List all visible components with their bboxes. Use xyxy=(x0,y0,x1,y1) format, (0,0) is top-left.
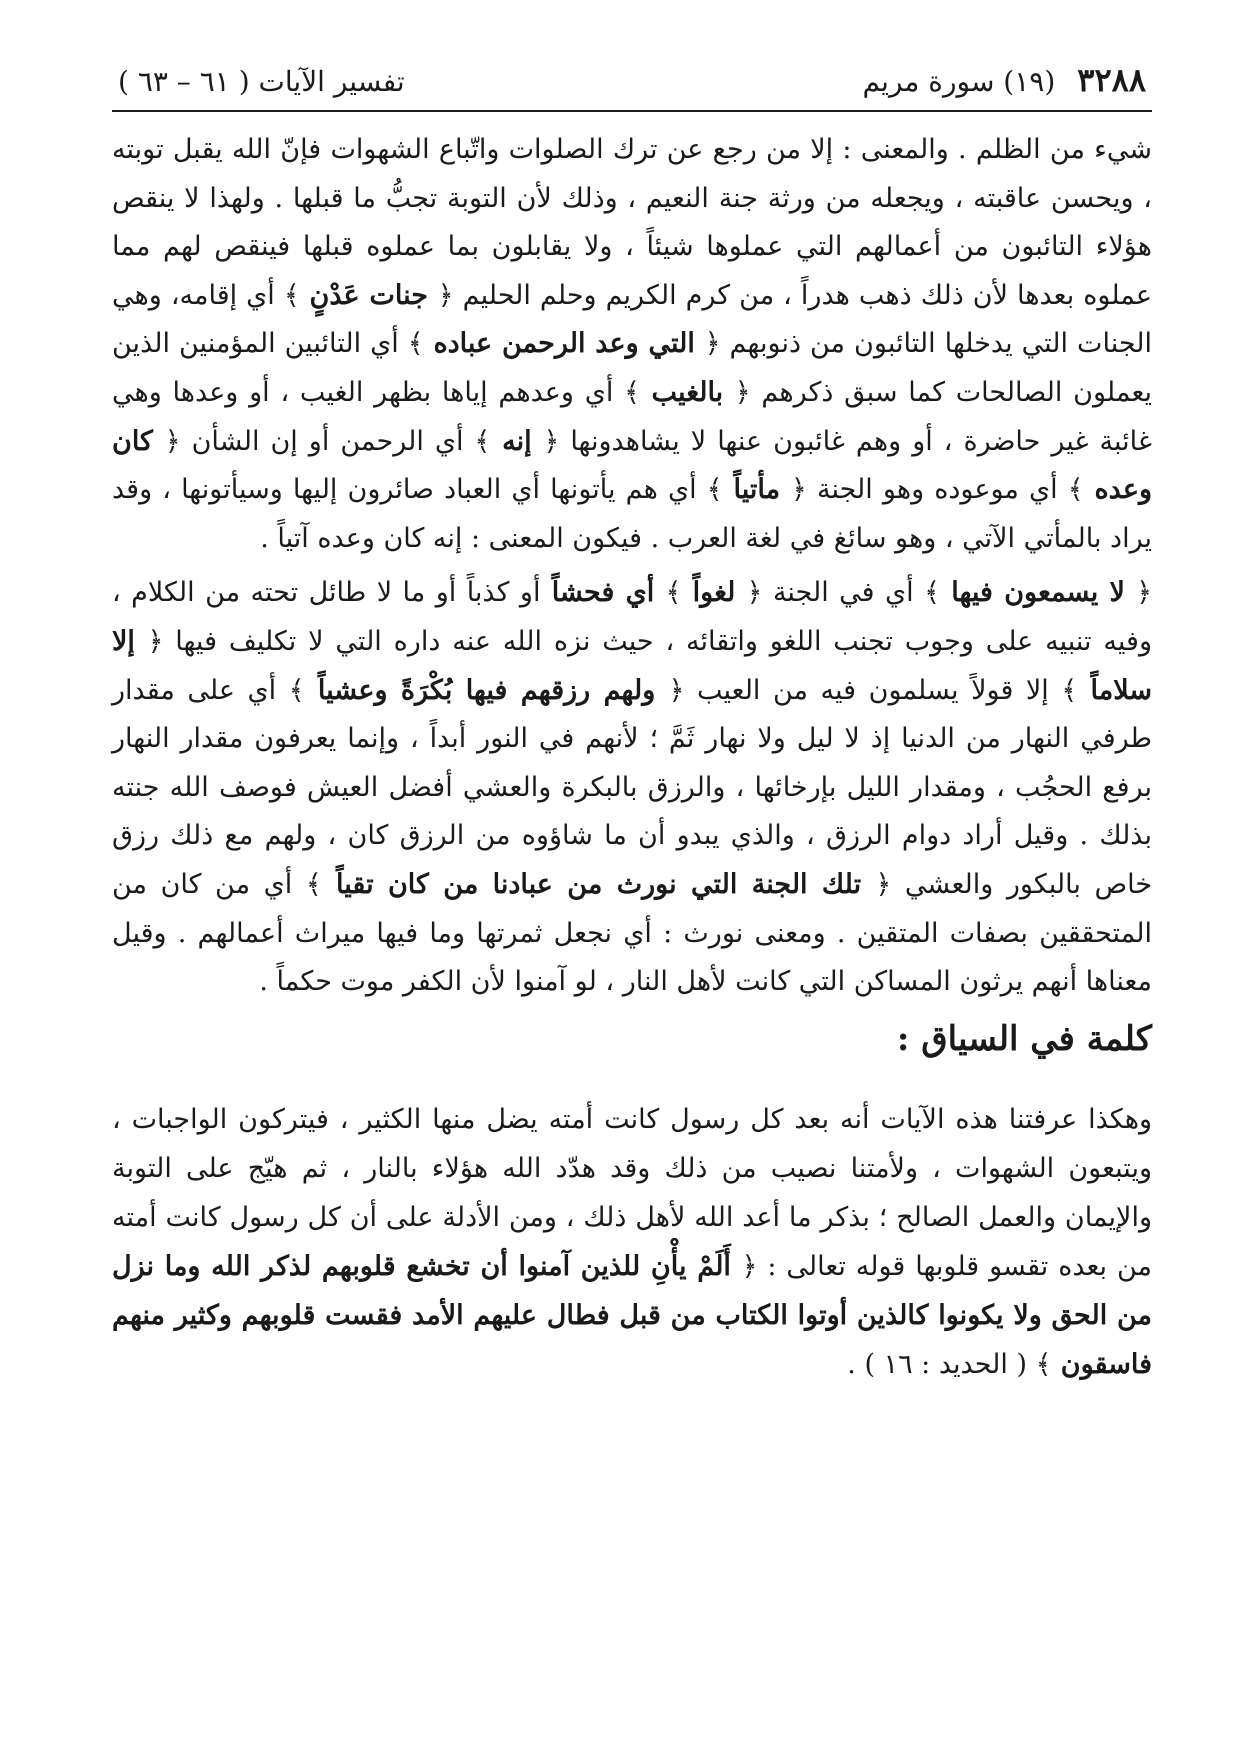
ornate-bracket: ﴾ xyxy=(283,279,300,311)
section-title: كلمة في السياق : xyxy=(896,1018,1152,1059)
surah-label: (١٩) سورة مريم xyxy=(862,65,1056,98)
ornate-bracket: ﴿ xyxy=(437,279,454,311)
ornate-bracket: ﴿ xyxy=(734,376,751,408)
commentary-text: أي في الجنة xyxy=(762,577,925,609)
ornate-bracket: ﴾ xyxy=(624,376,640,408)
ornate-bracket: ﴿ xyxy=(741,1250,758,1282)
ornate-bracket: ﴿ xyxy=(668,674,685,706)
commentary-text: ( الحديد : ١٦ ) . xyxy=(847,1348,1036,1380)
commentary-text: شيء من الظلم . والمعنى : إلا من رجع عن ترك الصلوات واتّباع الشهوات فإنّ الله يقبل توبته ، ويحسن عاقبته ، ويجعله من ورثة جنة النعيم ، وذلك لأن التوبة تجبُّ ما قبلها . ولهذا لا ينقص هؤلاء التائبون من أعمالهم التي عملوها شيئاً ، ولا يقابلون بما عملوه قبلها فينقص لهم مما عملوه بعدها لأن ذلك ذهب هدراً ، من كرم الكريم وحلم الحليم xyxy=(112,134,1152,311)
quran-text: كان وعده xyxy=(112,425,1152,506)
ornate-bracket: ﴿ xyxy=(791,474,807,506)
ornate-bracket: ﴾ xyxy=(665,577,682,609)
quran-text: لغواً xyxy=(681,577,747,609)
commentary-text: أي التائبين المؤمنين الذين يعملون الصالحات كما سبق ذكرهم xyxy=(112,328,1153,408)
quran-text: التي وعد الرحمن عباده xyxy=(423,328,705,360)
ornate-bracket: ﴾ xyxy=(924,577,940,609)
ornate-bracket: ﴾ xyxy=(1061,674,1078,706)
ornate-bracket: ﴾ xyxy=(407,328,424,360)
commentary-text: أي موعوده وهو الجنة xyxy=(806,474,1068,506)
commentary-text: أي الرحمن أو إن الشأن xyxy=(180,425,475,457)
quran-text: أي فحشاً xyxy=(540,577,666,609)
header-right xyxy=(863,60,1146,102)
commentary-text: أي على مقدار طرفي النهار من الدنيا إذ لا ليل ولا نهار ثَمَّ ؛ لأنهم في النور أبداً ، وإنما يعرفون مقدار النهار برفع الحجُب ، ومقدار الليل بإرخائها ، والرزق بالبكرة والعشي أفضل العيش فوصف الله جنته بذلك . وقيل أراد دوام الرزق ، والذي يبدو أن ما شاؤوه من الرزق كان ، ولهم مع ذلك رزق خاص بالبكور والعشي xyxy=(112,674,1153,900)
ornate-bracket: ﴿ xyxy=(1136,577,1153,609)
section-body xyxy=(112,1095,1152,1389)
ornate-bracket: ﴾ xyxy=(1067,474,1084,506)
page-number: ٣٢٨٨ xyxy=(1077,61,1146,99)
quran-text: لا يسمعون فيها xyxy=(939,577,1137,609)
ornate-bracket: ﴾ xyxy=(288,674,305,706)
tafsir-body xyxy=(112,126,1152,1007)
page-header xyxy=(112,60,1152,112)
ornate-bracket: ﴿ xyxy=(875,868,892,900)
quran-text: جنات عَدْنٍ xyxy=(299,279,438,311)
section-label: تفسير الآيات ( ٦١ – ٦٣ ) xyxy=(118,65,405,98)
ornate-bracket: ﴾ xyxy=(1035,1348,1052,1380)
quran-text: ولهم رزقهم فيها بُكْرَةً وعشياً xyxy=(304,674,669,706)
commentary-text: وهكذا عرفتنا هذه الآيات أنه بعد كل رسول كانت أمته يضل منها الكثير ، فيتركون الواجبات ، ويتبعون الشهوات ، ولأمتنا نصيب من ذلك وقد هدّد الله هؤلاء بالنار ، ثم هيّج على التوبة والإيمان والعمل الصالح ؛ بذكر ما أعد الله لأهل ذلك ، ومن الأدلة على أن كل رسول كانت أمته من بعده تقسو قلوبها قوله تعالى : xyxy=(112,1103,1152,1282)
quran-text: إلا سلاماً xyxy=(112,625,1152,706)
ornate-bracket: ﴿ xyxy=(543,425,560,457)
ornate-bracket: ﴿ xyxy=(147,625,164,657)
paragraph xyxy=(112,126,1152,563)
commentary-text: أي هم يأتونها أي العباد صائرون إليها وسيأتونها ، وقد يراد بالمأتي الآتي ، وهو سائغ في لغة العرب . فيكون المعنى : إنه كان وعده آتياً . xyxy=(112,474,1152,554)
book-page xyxy=(112,60,1152,1720)
commentary-text: أي من كان من المتحققين بصفات المتقين . ومعنى نورث : أي نجعل ثمرتها وما فيها ميراث أعمالهم . وقيل معناها أنهم يرثون المساكن التي كانت لأهل النار ، لو آمنوا لأن الكفر موت حكماً . xyxy=(112,868,1152,998)
quran-text: إنه xyxy=(490,425,544,457)
quran-text: بالغيب xyxy=(639,376,735,408)
ornate-bracket: ﴿ xyxy=(746,577,763,609)
commentary-text: أو كذباً أو ما لا طائل تحته من الكلام ، وفيه تنبيه على وجوب تجنب اللغو واتقائه ، حيث نزه الله عنه داره التي لا تكليف فيها xyxy=(112,577,1152,657)
ornate-bracket: ﴿ xyxy=(704,328,721,360)
ornate-bracket: ﴾ xyxy=(474,425,491,457)
ornate-bracket: ﴾ xyxy=(706,474,723,506)
quran-text: تلك الجنة التي نورث من عبادنا من كان تقياً xyxy=(321,868,876,900)
commentary-text: أي إقامه، وهي الجنات التي يدخلها التائبون من ذنوبهم xyxy=(112,279,1152,360)
quran-text: أَلَمْ يأْنِ للذين آمنوا أن تخشع قلوبهم لذكر الله وما نزل من الحق ولا يكونوا كالذين أوتوا الكتاب من قبل فطال عليهم الأمد فقست قلوبهم وكثير منهم فاسقون xyxy=(112,1250,1152,1380)
commentary-text: إلا قولاً يسلمون فيه من العيب xyxy=(684,674,1062,706)
ornate-bracket: ﴾ xyxy=(305,868,322,900)
ornate-bracket: ﴿ xyxy=(164,425,181,457)
paragraph xyxy=(112,569,1152,1006)
quran-text: مأتياً xyxy=(722,474,792,506)
commentary-text: أي وعدهم إياها بظهر الغيب ، أو وعدها وهي غائبة غير حاضرة ، أو وهم غائبون عنها لا يشاهدونها xyxy=(112,376,1153,457)
